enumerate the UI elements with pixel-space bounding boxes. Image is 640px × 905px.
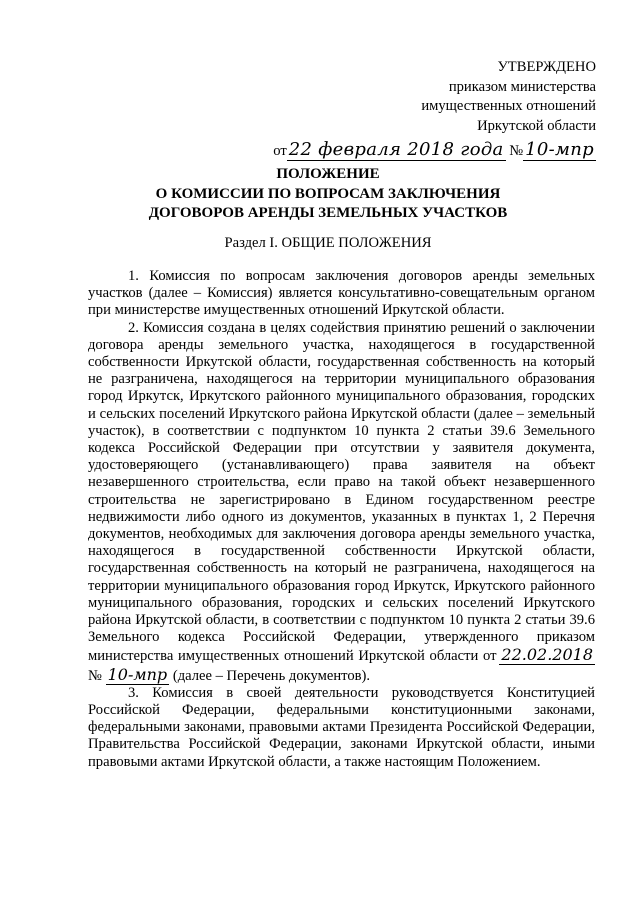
title-line-1: ПОЛОЖЕНИЕ — [276, 166, 380, 182]
paragraph-2-number-sign: № — [88, 667, 102, 684]
approval-from-prefix: от — [273, 143, 287, 159]
document-title — [60, 165, 596, 224]
paragraph-2-number-handwritten: 10-мпр — [107, 664, 168, 684]
approval-date-handwritten: 22 февраля 2018 года — [288, 139, 504, 160]
approval-block — [273, 58, 596, 162]
section-heading: Раздел I. ОБЩИЕ ПОЛОЖЕНИЯ — [224, 235, 432, 251]
paragraph-1: 1. Комиссия по вопросам заключения договоров аренды земельных участков (далее – Комиссия) является консультативно-совещательным органом при министерстве имущественных отношений Иркутской области. — [88, 268, 595, 319]
paragraph-2-main: 2. Комиссия создана в целях содействия принятию решений о заключении договора аренды земельного участка, находящегося в государственной собственности Иркутской области, государственная собственность на который не разграничена, находящегося на территории муниципального образования город Иркутск, Иркутского районного муниципального образования, городских и сельских поселений Иркутского района Иркутской области (далее – земельный участок), в соответствии с подпунктом 10 пункта 2 статьи 39.6 Земельного кодекса Российской Федерации при отсутствии у заявителя документа, удостоверяющего (устанавливающего) права заявителя на объект незавершенного строительства, если право на такой объект незавершенного строительства не зарегистрировано в Едином государственном реестре недвижимости либо одного из документов, указанных в пунктах 1, 2 Перечня документов, необходимых для заключения договора аренды земельного участка, находящегося в государственной собственности Иркутской области, государственная собственность на который не разграничена, находящегося на территории муниципального образования город Иркутск, Иркутского районного муниципального образования, городских и сельских поселений Иркутского района Иркутской области, в соответствии с подпунктом 10 пункта 2 статьи 39.6 Земельного кодекса Российской Федерации, утвержденного приказом министерства имущественных отношений Иркутской области от — [88, 319, 595, 665]
paragraph-2 — [88, 320, 595, 685]
document-body — [88, 268, 595, 771]
paragraph-2-date-handwritten: 22.02.2018 — [501, 645, 593, 665]
approval-number-sign: № — [509, 143, 524, 159]
approval-line-3: Иркутской области — [477, 117, 596, 134]
paragraph-3: 3. Комиссия в своей деятельности руководствуется Конституцией Российской Федерации, федеральными конституционными законами, федеральными законами, правовыми актами Президента Российской Федерации, Правительства Российской Федерации, законами Иркутской области, иными правовыми актами Иркутской области, а также настоящим Положением. — [88, 684, 595, 770]
approval-line-1: приказом министерства — [448, 78, 596, 95]
approval-date-line — [273, 140, 596, 162]
approval-line-2: имущественных отношений — [421, 98, 596, 114]
title-line-3: ДОГОВОРОВ АРЕНДЫ ЗЕМЕЛЬНЫХ УЧАСТКОВ — [148, 205, 508, 221]
title-line-2: О КОМИССИИ ПО ВОПРОСАМ ЗАКЛЮЧЕНИЯ — [155, 185, 501, 202]
approval-heading: УТВЕРЖДЕНО — [497, 59, 596, 75]
paragraph-2-tail: (далее – Перечень документов). — [172, 667, 371, 684]
approval-number-handwritten: 10-мпр — [525, 139, 594, 160]
